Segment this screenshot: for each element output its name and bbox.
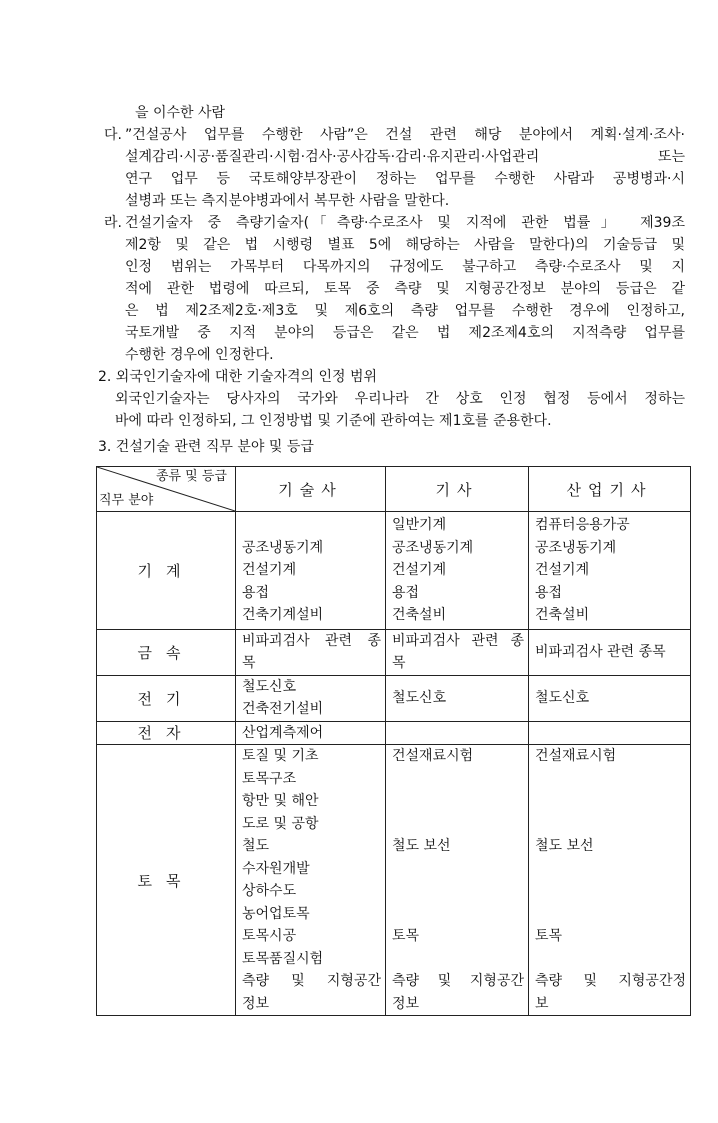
cell-item: 건설기계 (392, 562, 447, 578)
item-ra-line: 제2항 및 같은 법 시행령 별표 5에 해당하는 사람을 말한다)의 기술등급 및 (125, 237, 685, 253)
section-3-title: 3. 건설기술 관련 직무 분야 및 등급 (98, 439, 314, 455)
item-ra-line: 건설기술자 중 측량기술자(「측량·수로조사 및 지적에 관한 법률」 제39조 (125, 215, 685, 231)
cell-item (386, 880, 528, 903)
table-row (97, 721, 691, 745)
table-cell (386, 721, 529, 745)
continuation-line: 을 이수한 사람 (135, 105, 226, 121)
table-row (97, 675, 691, 721)
cell-item (529, 768, 690, 791)
table-cell (236, 512, 386, 630)
cell-item: 공조냉동기계 (392, 539, 474, 556)
table-cell (236, 675, 386, 721)
cell-item: 건설재료시험 (535, 748, 617, 764)
cell-item (529, 903, 690, 926)
header-engineer: 기사 (386, 467, 529, 512)
table-cell (529, 629, 691, 675)
item-da-line: 설계감리·시공·품질관리·시험·검사·공사감독·감리·유지관리·사업관리 또는 (125, 149, 685, 165)
cell-item: 목 (392, 655, 406, 671)
table-row (97, 629, 691, 675)
cell-item: 비파괴검사 관련 종 (392, 632, 524, 649)
table-cell (236, 745, 386, 1016)
table-row (97, 512, 691, 630)
cell-item (386, 790, 528, 813)
cell-item: 공조냉동기계 (242, 539, 324, 556)
item-da-marker: 다. (104, 127, 122, 143)
field-cell: 금속 (97, 629, 236, 675)
cell-item: 토질 및 기초 (242, 748, 319, 764)
field-cell: 전기 (97, 675, 236, 721)
cell-item (529, 880, 690, 903)
cell-item: 용접 (392, 584, 420, 601)
table-cell (529, 512, 691, 630)
grade-table (96, 466, 691, 1016)
cell-item: 건설재료시험 (392, 748, 474, 764)
cell-item: 비파괴검사 관련 종 (242, 632, 381, 649)
cell-item: 철도신호 (242, 678, 297, 695)
diagonal-header-top: 종류 및 등급 (155, 469, 227, 484)
table-cell (386, 745, 529, 1016)
cell-item: 철도 보선 (392, 838, 451, 854)
cell-item: 토목구조 (242, 770, 297, 787)
cell-item: 철도 보선 (535, 838, 594, 854)
cell-item: 비파괴검사 관련 종목 (535, 643, 666, 660)
cell-item (236, 514, 385, 537)
cell-item (386, 903, 528, 926)
section-2-title: 2. 외국인기술자에 대한 기술자격의 인정 범위 (98, 369, 378, 385)
cell-item (529, 790, 690, 813)
field-cell: 토목 (97, 745, 236, 1016)
table-cell (529, 675, 691, 721)
item-ra-marker: 라. (104, 215, 122, 231)
section-2-line: 바에 따라 인정하되, 그 인정방법 및 기준에 관하여는 제1호를 준용한다. (115, 413, 552, 429)
table-cell (386, 512, 529, 630)
cell-item: 항만 및 해안 (242, 793, 319, 809)
cell-item: 건축전기설비 (242, 701, 324, 717)
cell-item (386, 813, 528, 836)
cell-item (529, 948, 690, 971)
cell-item: 토목시공 (242, 928, 297, 944)
section-2-line: 외국인기술자는 당사자의 국가와 우리나라 간 상호 인정 협정 등에서 정하는 (115, 391, 685, 407)
item-ra-line: 적에 관한 법령에 따르되, 토목 중 측량 및 지형공간정보 분야의 등급은 같 (125, 281, 685, 297)
diagonal-header-bottom: 직무 분야 (99, 493, 154, 508)
cell-item (529, 858, 690, 881)
header-industrial-engineer: 산업기사 (529, 467, 691, 512)
cell-item (386, 768, 528, 791)
cell-item: 보 (535, 995, 549, 1012)
cell-item: 정보 (392, 995, 420, 1012)
cell-item: 공조냉동기계 (535, 539, 617, 556)
cell-item: 수자원개발 (242, 860, 310, 877)
header-professional-engineer: 기술사 (236, 467, 386, 512)
item-ra-line: 국토개발 중 지적 분야의 등급은 같은 법 제2조제4호의 지적측량 업무를 (125, 325, 685, 341)
cell-item: 건축설비 (535, 607, 590, 623)
table-cell (529, 721, 691, 745)
cell-item: 건축기계설비 (242, 607, 324, 623)
cell-item: 목 (242, 655, 256, 671)
cell-item: 철도신호 (392, 689, 447, 706)
cell-item (529, 722, 690, 745)
table-row (97, 745, 691, 1016)
item-ra-line: 은 법 제2조제2호·제3호 및 제6호의 측량 업무를 수행한 경우에 인정하고, (125, 303, 685, 319)
table-cell (236, 721, 386, 745)
cell-item: 측량 및 지형공간 (242, 973, 381, 989)
table-cell (386, 629, 529, 675)
cell-item: 측량 및 지형공간 (392, 973, 524, 989)
cell-item: 건설기계 (242, 562, 297, 578)
cell-item: 컴퓨터응용가공 (535, 517, 630, 533)
cell-item: 토목 (535, 928, 563, 944)
cell-item: 산업계측제어 (242, 724, 324, 741)
cell-item: 상하수도 (242, 883, 297, 899)
table-header-row (97, 467, 691, 512)
table-cell (386, 675, 529, 721)
field-cell: 전자 (97, 721, 236, 745)
table-cell (529, 745, 691, 1016)
cell-item: 용접 (242, 584, 270, 601)
item-ra-line: 수행한 경우에 인정한다. (125, 347, 274, 363)
cell-item: 정보 (242, 995, 270, 1012)
cell-item: 토목품질시험 (242, 950, 324, 967)
cell-item (386, 948, 528, 971)
diagonal-header-cell (97, 467, 236, 512)
item-ra-line: 인정 범위는 가목부터 다목까지의 규정에도 불구하고 측량·수로조사 및 지 (125, 259, 685, 275)
cell-item: 도로 및 공항 (242, 815, 319, 832)
cell-item: 건축설비 (392, 607, 447, 623)
cell-item: 토목 (392, 928, 420, 944)
cell-item (529, 813, 690, 836)
item-da-line: 설병과 또는 측지분야병과에서 복무한 사람을 말한다. (125, 193, 450, 209)
cell-item: 철도신호 (535, 689, 590, 706)
cell-item: 철도 (242, 838, 270, 854)
cell-item: 농어업토목 (242, 905, 310, 922)
cell-item: 측량 및 지형공간정 (535, 973, 686, 989)
item-da-line: 연구 업무 등 국토해양부장관이 정하는 업무를 수행한 사람과 공병병과·시 (125, 171, 685, 187)
table-cell (236, 629, 386, 675)
cell-item (386, 722, 528, 745)
cell-item: 건설기계 (535, 562, 590, 578)
item-da-line: ”건설공사 업무를 수행한 사람”은 건설 관련 해당 분야에서 계획·설계·조사· (125, 127, 685, 143)
cell-item (386, 858, 528, 881)
cell-item: 용접 (535, 584, 563, 601)
field-cell: 기계 (97, 512, 236, 630)
cell-item: 일반기계 (392, 517, 447, 533)
